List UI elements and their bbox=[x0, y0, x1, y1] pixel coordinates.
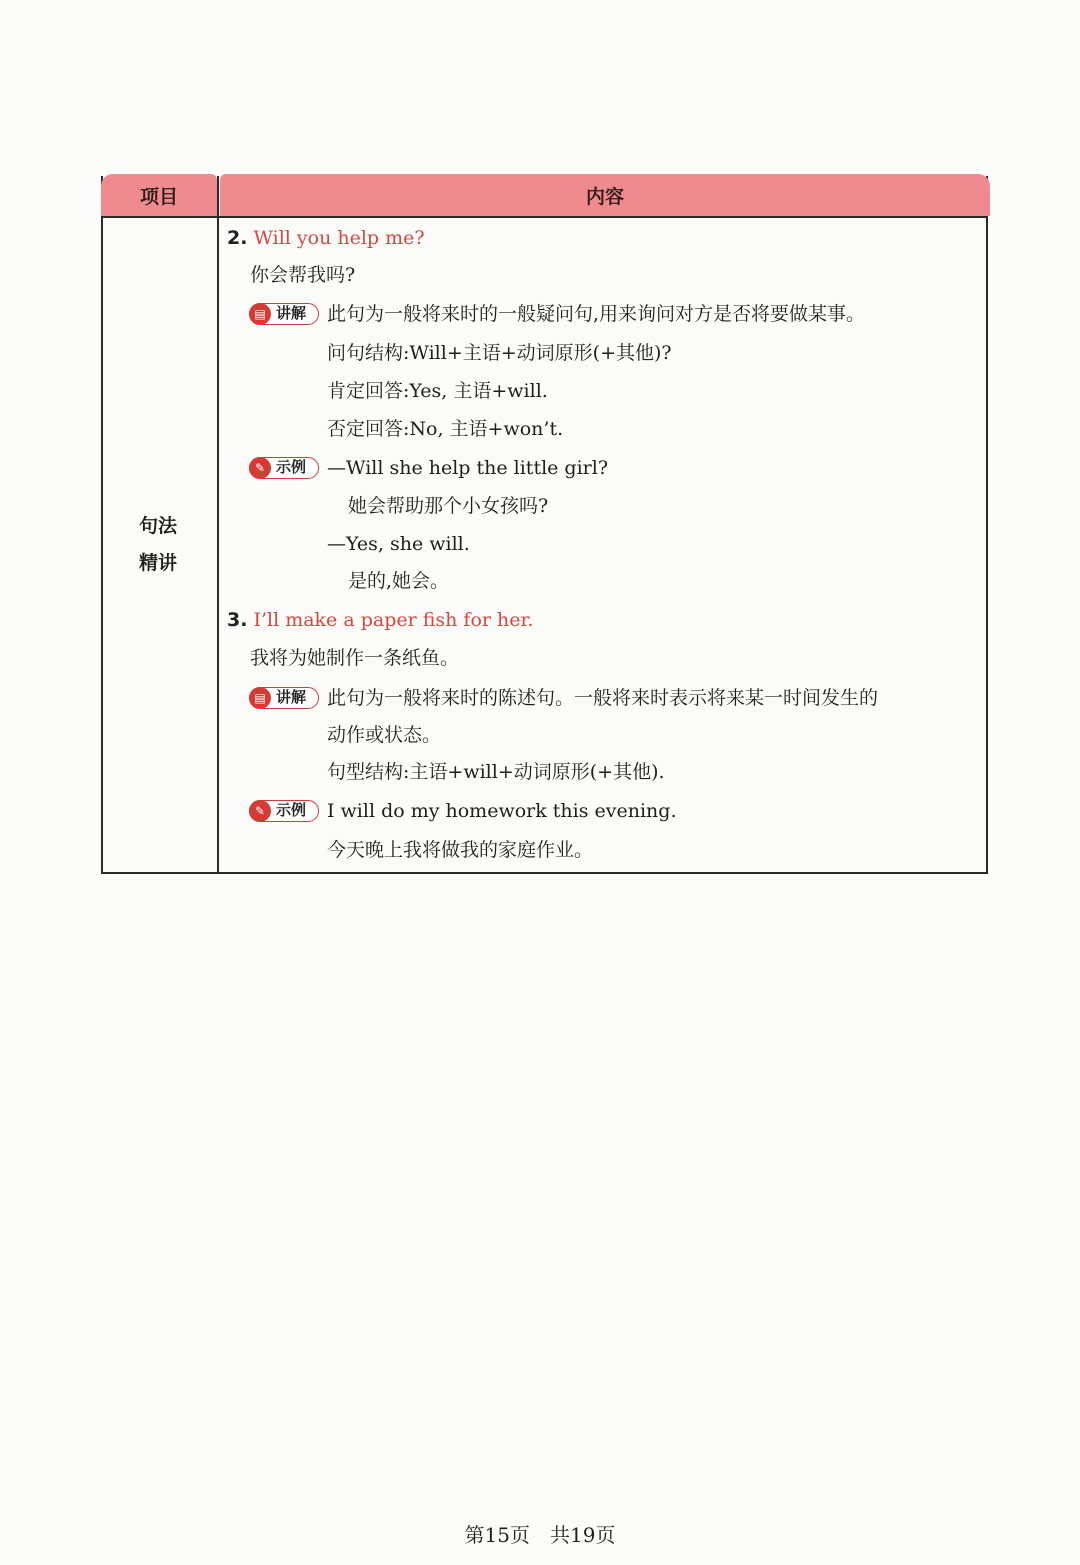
sentence-3 bbox=[227, 608, 534, 632]
explain-2-line-2: 问句结构:Will+主语+动词原形(+其他)? bbox=[327, 342, 672, 364]
sentence-2-translation: 你会帮我吗? bbox=[250, 264, 356, 286]
example-2-line-4: 是的,她会。 bbox=[348, 570, 450, 592]
example-badge-2: ✎ 示例 bbox=[249, 457, 319, 479]
sentence-2 bbox=[227, 226, 425, 250]
page-footer: 第15页 共19页 bbox=[464, 1523, 616, 1547]
category-label bbox=[139, 508, 185, 582]
pencil-icon: ✎ bbox=[249, 800, 271, 822]
example-3-line-2: 今天晚上我将做我的家庭作业。 bbox=[327, 839, 594, 861]
sentence-3-translation: 我将为她制作一条纸鱼。 bbox=[250, 647, 460, 669]
category-line-2: 精讲 bbox=[139, 552, 178, 574]
explain-2-line-3: 肯定回答:Yes, 主语+will. bbox=[327, 380, 548, 402]
explain-badge-3: ▤ 讲解 bbox=[249, 687, 319, 709]
explain-2-line-4: 否定回答:No, 主语+won’t. bbox=[327, 418, 564, 440]
explain-3-line-3: 句型结构:主语+will+动词原形(+其他). bbox=[327, 761, 665, 783]
sentence-3-number: 3. bbox=[227, 609, 248, 631]
example-3-line-1: I will do my homework this evening. bbox=[327, 800, 677, 822]
header-content: 内容 bbox=[220, 174, 990, 216]
header-divider bbox=[103, 216, 986, 218]
sentence-2-text: Will you help me? bbox=[253, 227, 425, 249]
header-item: 项目 bbox=[101, 174, 217, 216]
pencil-icon: ✎ bbox=[249, 457, 271, 479]
book-icon: ▤ bbox=[249, 303, 271, 325]
column-divider bbox=[217, 176, 219, 872]
example-2-line-1: —Will she help the little girl? bbox=[327, 457, 609, 479]
explain-3-line-2: 动作或状态。 bbox=[327, 724, 442, 746]
example-2-line-3: —Yes, she will. bbox=[327, 533, 470, 555]
example-badge-3: ✎ 示例 bbox=[249, 800, 319, 822]
explain-3-line-1: 此句为一般将来时的陈述句。一般将来时表示将来某一时间发生的 bbox=[327, 687, 879, 709]
book-icon: ▤ bbox=[249, 687, 271, 709]
sentence-3-text: I’ll make a paper fish for her. bbox=[253, 609, 534, 631]
sentence-2-number: 2. bbox=[227, 227, 248, 249]
example-2-line-2: 她会帮助那个小女孩吗? bbox=[348, 495, 549, 517]
explain-badge-2: ▤ 讲解 bbox=[249, 303, 319, 325]
category-line-1: 句法 bbox=[139, 515, 178, 537]
explain-2-line-1: 此句为一般将来时的一般疑问句,用来询问对方是否将要做某事。 bbox=[327, 303, 866, 325]
